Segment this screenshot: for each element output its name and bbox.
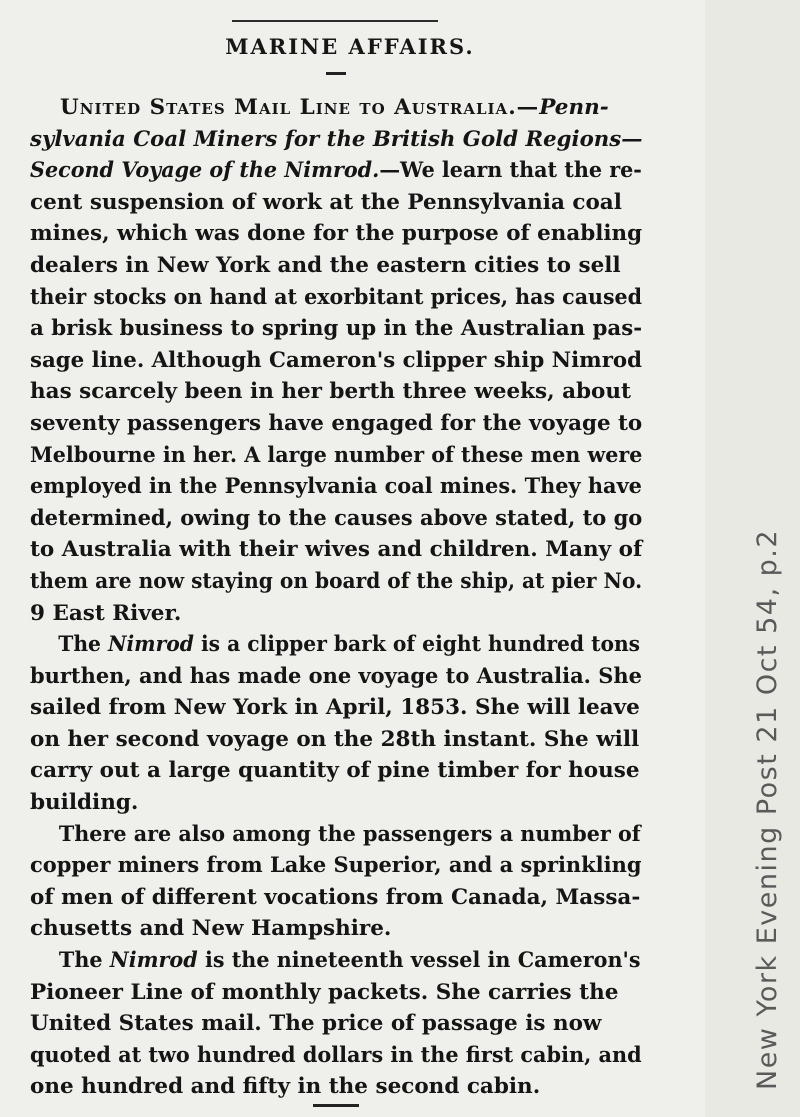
text-line: There are also among the passengers a number of bbox=[58, 821, 641, 847]
text-line: one hundred and fifty in the second cabin. bbox=[30, 1074, 541, 1100]
section-heading: MARINE AFFAIRS. bbox=[225, 34, 475, 59]
text-fragment: The bbox=[58, 948, 110, 974]
text-line: Melbourne in her. A large number of these men were bbox=[30, 442, 643, 468]
text-line: their stocks on hand at exorbitant prices, has caused bbox=[30, 284, 643, 310]
text-line: on her second voyage on the 28th instant. She will bbox=[30, 726, 640, 752]
text-line: chusetts and New Hampshire. bbox=[30, 916, 392, 942]
text-line: sylvania Coal Miners for the British Gold Regions— bbox=[30, 126, 643, 152]
text-line: seventy passengers have engaged for the voyage to bbox=[30, 410, 643, 436]
text-line: 9 East River. bbox=[30, 600, 182, 626]
handwritten-source-note: New York Evening Post 21 Oct 54, p.2 bbox=[752, 528, 783, 1090]
headline-small-caps: United States Mail Line to Australia.— bbox=[60, 95, 540, 120]
ship-name: Nimrod bbox=[107, 632, 194, 658]
paragraph-4 bbox=[30, 945, 642, 1103]
heading-divider bbox=[326, 72, 346, 75]
text-line: of men of different vocations from Canada, Massa- bbox=[30, 884, 641, 910]
top-rule bbox=[232, 20, 438, 22]
text-line: sage line. Although Cameron's clipper ship Nimrod bbox=[30, 347, 643, 373]
article-body bbox=[30, 92, 642, 1103]
headline-italic: Second Voyage of the Nimrod. bbox=[30, 158, 380, 184]
paragraph-2 bbox=[30, 629, 642, 819]
text-line: cent suspension of work at the Pennsylvania coal bbox=[30, 189, 622, 215]
end-divider bbox=[313, 1104, 359, 1107]
paragraph-1 bbox=[30, 92, 642, 629]
text-line: burthen, and has made one voyage to Australia. She bbox=[30, 663, 642, 689]
text-line: employed in the Pennsylvania coal mines. They have bbox=[30, 474, 642, 500]
text-line bbox=[30, 155, 642, 187]
text-line bbox=[30, 92, 642, 124]
text-fragment: is a clipper bark of eight hundred tons bbox=[193, 632, 641, 658]
headline-italic: Penn- bbox=[539, 95, 609, 120]
text-line: has scarcely been in her berth three weeks, about bbox=[30, 379, 631, 405]
text-line: dealers in New York and the eastern cities to sell bbox=[30, 252, 621, 278]
text-line bbox=[30, 629, 641, 661]
text-line: them are now staying on board of the ship, at pier No. bbox=[30, 568, 643, 594]
text-fragment: The bbox=[58, 632, 108, 658]
text-line: mines, which was done for the purpose of enabling bbox=[30, 221, 643, 247]
text-line: quoted at two hundred dollars in the first cabin, and bbox=[30, 1042, 642, 1068]
text-line: United States mail. The price of passage is now bbox=[30, 1011, 602, 1037]
text-line: Pioneer Line of monthly packets. She carries the bbox=[30, 979, 619, 1005]
text-line: building. bbox=[30, 790, 139, 816]
paragraph-3 bbox=[30, 819, 642, 945]
text-fragment: —We learn that the re- bbox=[379, 158, 642, 184]
text-line: determined, owing to the causes above stated, to go bbox=[30, 505, 643, 531]
text-line: to Australia with their wives and children. Many of bbox=[30, 537, 643, 563]
text-line: sailed from New York in April, 1853. She will leave bbox=[30, 695, 640, 721]
text-fragment: is the nineteenth vessel in Cameron's bbox=[197, 948, 641, 974]
text-line: copper miners from Lake Superior, and a sprinkling bbox=[30, 853, 642, 879]
text-line: carry out a large quantity of pine timber for house bbox=[30, 758, 640, 784]
ship-name: Nimrod bbox=[109, 948, 198, 974]
text-line: a brisk business to spring up in the Australian pas- bbox=[30, 316, 643, 342]
text-line bbox=[30, 945, 641, 977]
